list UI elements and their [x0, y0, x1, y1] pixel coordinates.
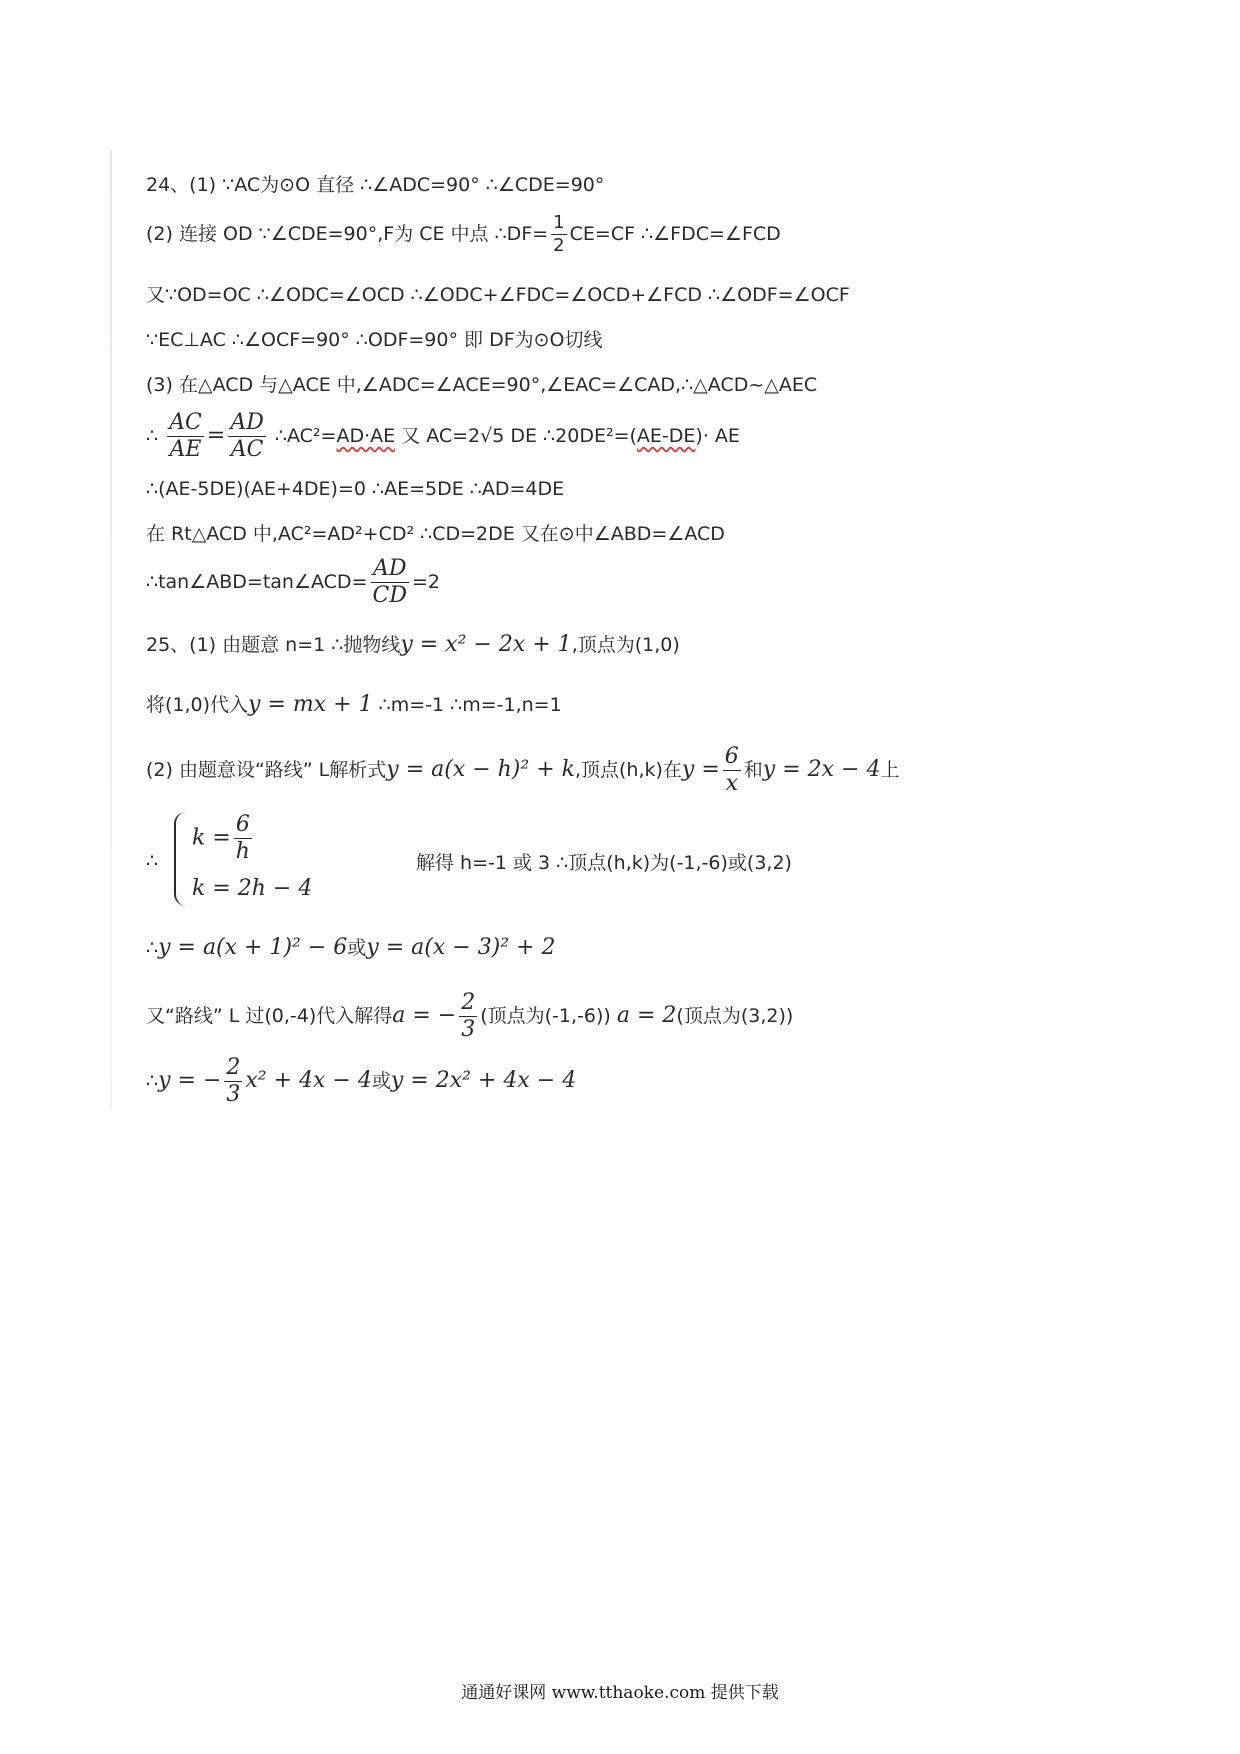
- or-text-2: 或: [371, 1070, 391, 1092]
- q25-line-2-text: 将(1,0)代入: [146, 694, 249, 716]
- q25-line-3-text-2: ,顶点(h,k)在: [574, 759, 682, 781]
- parabola-equation: y = x² − 2x + 1: [400, 632, 572, 657]
- therefore-symbol-4: ∴: [146, 1070, 159, 1092]
- fraction-2-3: $\frac{2}{3}$: [461, 990, 476, 1042]
- q25-line-1-tail: ,顶点为(1,0): [571, 634, 680, 656]
- q24-line-5: (3) 在△ACD 与△ACE 中,∠ADC=∠ACE=90°,∠EAC=∠CAD,∴△ACD~△AEC: [146, 374, 818, 396]
- q24-line-9-tail: =2: [411, 571, 440, 593]
- q24-line-9-text: ∴tan∠ABD=tan∠ACD=: [146, 571, 368, 593]
- q24-line-2-text: (2) 连接 OD ∵∠CDE=90°,F为 CE 中点 ∴DF=: [146, 223, 549, 245]
- route-equation-2: y = a(x − 3)² + 2: [366, 935, 556, 960]
- footer-source: 通通好课网 www.tthaoke.com 提供下载: [461, 1683, 779, 1703]
- q25-line-1-text: 25、(1) 由题意 n=1 ∴抛物线: [146, 634, 401, 656]
- q25-line-3-and: 和: [743, 759, 763, 781]
- q24-line-2: [146, 212, 781, 257]
- wavy-underlined-term-2: AE-DE: [636, 425, 696, 447]
- left-margin-line: [110, 150, 112, 1110]
- fraction-2-3-b: $\frac{2}{3}$: [226, 1055, 241, 1107]
- final-equation-1-lhs: y = −: [158, 1068, 222, 1093]
- a-value-1: a = −: [392, 1003, 457, 1028]
- q25-line-3: [146, 744, 899, 797]
- left-brace-icon: [174, 812, 190, 906]
- q25-line-6-text: 又“路线” L 过(0,-4)代入解得: [146, 1005, 393, 1027]
- therefore-symbol-3: ∴: [146, 937, 159, 959]
- q24-line-6: [146, 410, 740, 463]
- therefore-symbol: ∴: [146, 425, 159, 447]
- q25-line-7: [146, 1055, 576, 1108]
- equals-sign: =: [206, 423, 226, 448]
- final-equation-2: y = 2x² + 4x − 4: [390, 1068, 577, 1093]
- q24-line-9: [146, 556, 440, 609]
- or-text: 或: [347, 937, 367, 959]
- final-equation-1-rhs: x² + 4x − 4: [245, 1068, 372, 1093]
- q25-line-6: [146, 990, 793, 1043]
- wavy-underlined-term: AD·AE: [336, 425, 396, 447]
- q25-line-6-tail: (顶点为(3,2)): [676, 1005, 794, 1027]
- therefore-symbol-2: ∴: [146, 850, 159, 872]
- fraction-ad-ac: $\frac{AD}{AC}$: [230, 410, 264, 462]
- fraction-ac-ae: $\frac{AC}{AE}$: [169, 410, 202, 462]
- q25-line-1: [146, 632, 680, 658]
- q24-line-4: ∵EC⊥AC ∴∠OCF=90° ∴ODF=90° 即 DF为⊙O切线: [146, 329, 603, 351]
- q24-line-7: ∴(AE-5DE)(AE+4DE)=0 ∴AE=5DE ∴AD=4DE: [146, 478, 565, 500]
- q24-line-6-text: ∴AC²=: [274, 425, 337, 447]
- fraction-one-half: $\frac{1}{2}$: [553, 212, 565, 256]
- system-equation-1: k = $\frac{6}{h}$: [192, 812, 250, 864]
- q24-line-2-tail: CE=CF ∴∠FDC=∠FCD: [569, 223, 781, 245]
- q24-line-8: 在 Rt△ACD 中,AC²=AD²+CD² ∴CD=2DE 又在⊙中∠ABD=∠ACD: [146, 523, 725, 545]
- linear-equation: y = 2x − 4: [762, 757, 881, 782]
- system-solution-text: 解得 h=-1 或 3 ∴顶点(h,k)为(-1,-6)或(3,2): [416, 852, 792, 874]
- fraction-6-x: $\frac{6}{x}$: [724, 744, 739, 796]
- q24-line-6-tail: )· AE: [695, 425, 740, 447]
- hyperbola-lhs: y =: [681, 757, 720, 782]
- q24-line-1: 24、(1) ∵AC为⊙O 直径 ∴∠ADC=90° ∴∠CDE=90°: [146, 174, 605, 196]
- q25-line-2: [146, 692, 562, 718]
- fraction-ad-cd: $\frac{AD}{CD}$: [372, 556, 407, 608]
- q24-line-3: 又∵OD=OC ∴∠ODC=∠OCD ∴∠ODC+∠FDC=∠OCD+∠FCD ∴∠ODF=∠OCF: [146, 284, 850, 306]
- q24-line-6-text-2: 又 AC=2√5 DE ∴20DE²=(: [395, 425, 637, 447]
- q25-line-2-tail: ∴m=-1 ∴m=-1,n=1: [372, 694, 562, 716]
- system-equation-2: k = 2h − 4: [192, 876, 313, 901]
- line-equation: y = mx + 1: [248, 692, 373, 717]
- q25-line-6-text-2: (顶点为(-1,-6)): [480, 1005, 617, 1027]
- q25-line-5: [146, 935, 556, 961]
- route-equation-1: y = a(x + 1)² − 6: [158, 935, 348, 960]
- a-value-2: a = 2: [616, 1003, 677, 1028]
- q25-line-3-tail: 上: [880, 759, 900, 781]
- route-equation: y = a(x − h)² + k: [386, 757, 575, 782]
- q25-line-3-text: (2) 由题意设“路线” L解析式: [146, 759, 387, 781]
- fraction-6-h: $\frac{6}{h}$: [235, 812, 250, 864]
